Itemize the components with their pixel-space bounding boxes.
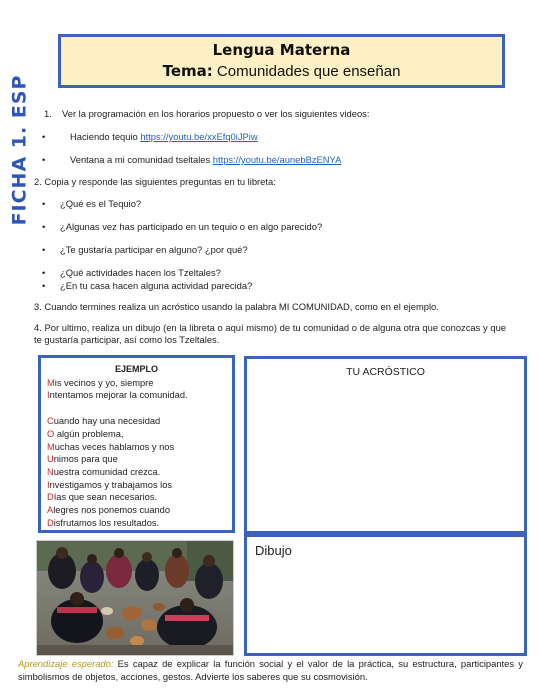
acrostic-line [47,479,226,492]
acrostic-initial: M [47,441,55,452]
acrostic-initial: C [47,416,54,427]
header-box [58,34,505,88]
example-group-1 [47,377,226,402]
bullet-icon: • [42,198,46,209]
instruction-item-2: 2. Copia y responde las siguientes preguntas en tu libreta: [34,176,276,187]
acrostic-line [47,466,226,479]
acrostic-text: uando hay una necesidad [53,416,161,427]
question-item [42,221,322,233]
acrostic-text: ías que sean necesarios. [53,492,158,503]
acrostic-initial: I [47,479,50,490]
header-subtitle [61,60,502,83]
bullet-icon: • [42,221,46,232]
acrostic-text: isfrutamos los resultados. [53,517,160,528]
acrostic-initial: M [47,377,55,388]
acrostic-line [47,504,226,517]
instruction-item-1-number: 1. [44,108,52,119]
header-title: Lengua Materna [212,41,351,59]
drawing-box[interactable] [244,534,527,656]
video-item-2 [42,154,341,166]
example-title: EJEMPLO [114,364,158,374]
question-item [42,198,141,210]
acrostic-text: ntentamos mejorar la comunidad. [49,390,188,401]
question-text: ¿Qué actividades hacen los Tzeltales? [60,267,221,278]
bullet-icon: • [42,131,46,142]
acrostic-line [47,441,226,454]
video-1-label: Haciendo tequio [70,131,141,142]
acrostic-text: is vecinos y yo, siempre [54,377,154,388]
question-text: ¿Qué es el Tequio? [60,198,142,209]
acrostic-text: uchas veces hablamos y nos [54,441,175,452]
instruction-item-1 [34,108,369,120]
acrostic-initial: N [47,466,54,477]
acrostic-text: legres nos ponemos cuando [53,505,171,516]
example-group-2 [47,415,226,529]
question-item [42,244,248,256]
acrostic-line [47,491,226,504]
acrostic-initial: O [47,428,55,439]
acrostic-box[interactable] [244,356,527,534]
acrostic-line [47,415,226,428]
acrostic-initial: A [47,505,54,516]
acrostic-line [47,377,226,390]
acrostic-text: algún problema, [54,428,124,439]
question-text: ¿En tu casa hacen alguna actividad parecida? [60,280,253,291]
bullet-icon: • [42,244,46,255]
acrostic-initial: U [47,454,54,465]
footer-learning-goal [18,658,523,683]
acrostic-title: TU ACRÓSTICO [346,366,425,378]
acrostic-text: nimos para que [53,454,118,465]
bullet-icon: • [42,280,46,291]
video-1-link[interactable]: https://youtu.be/xxEfq0iJPiw [140,131,258,142]
question-item [42,267,221,279]
header-subtitle-text: Comunidades que enseñan [212,63,401,80]
acrostic-initial: D [47,492,54,503]
example-box [38,355,235,533]
drawing-title: Dibujo [255,543,292,558]
bullet-icon: • [42,154,46,165]
acrostic-line [47,517,226,530]
video-2-link[interactable]: https://youtu.be/aunebBzENYA [212,154,342,165]
acrostic-text: nvestigamos y trabajamos los [49,479,173,490]
acrostic-line [47,389,226,402]
instruction-item-3: 3. Cuando termines realiza un acróstico usando la palabra MI COMUNIDAD, como en el ejemplo. [34,301,439,312]
acrostic-line [47,428,226,441]
header-subtitle-label: Tema: [162,62,213,80]
question-text: ¿Te gustaría participar en alguno? ¿por qué? [60,244,248,255]
bullet-icon: • [42,267,46,278]
side-label-ficha [6,74,32,226]
community-photo [36,540,234,656]
instruction-item-1-text: Ver la programación en los horarios propuesto o ver los siguientes videos: [62,108,370,119]
instruction-item-4: 4. Por ultimo, realiza un dibujo (en la libreta o aquí mismo) de tu comunidad o de alguna otra que conozcas y que te gustaría participar, así como los Tzeltales. [34,322,506,345]
video-2-label: Ventana a mi comunidad tseltales [70,154,213,165]
footer-text: Es capaz de explicar la función social y el valor de la práctica, su estructura, participantes y simbolismos de objetos, acciones, gestos. Advierte los saberes que su cosmovisión. [18,658,523,682]
question-text: ¿Algunas vez has participado en un tequio o en algo parecido? [60,221,323,232]
acrostic-initial: D [47,517,54,528]
video-item-1 [42,131,258,143]
side-label-text: FICHA 1. ESP [8,74,31,226]
acrostic-initial: I [47,390,50,401]
question-item [42,280,252,292]
footer-label: Aprendizaje esperado: [18,658,114,669]
acrostic-line [47,453,226,466]
acrostic-text: uestra comunidad crezca. [53,466,161,477]
